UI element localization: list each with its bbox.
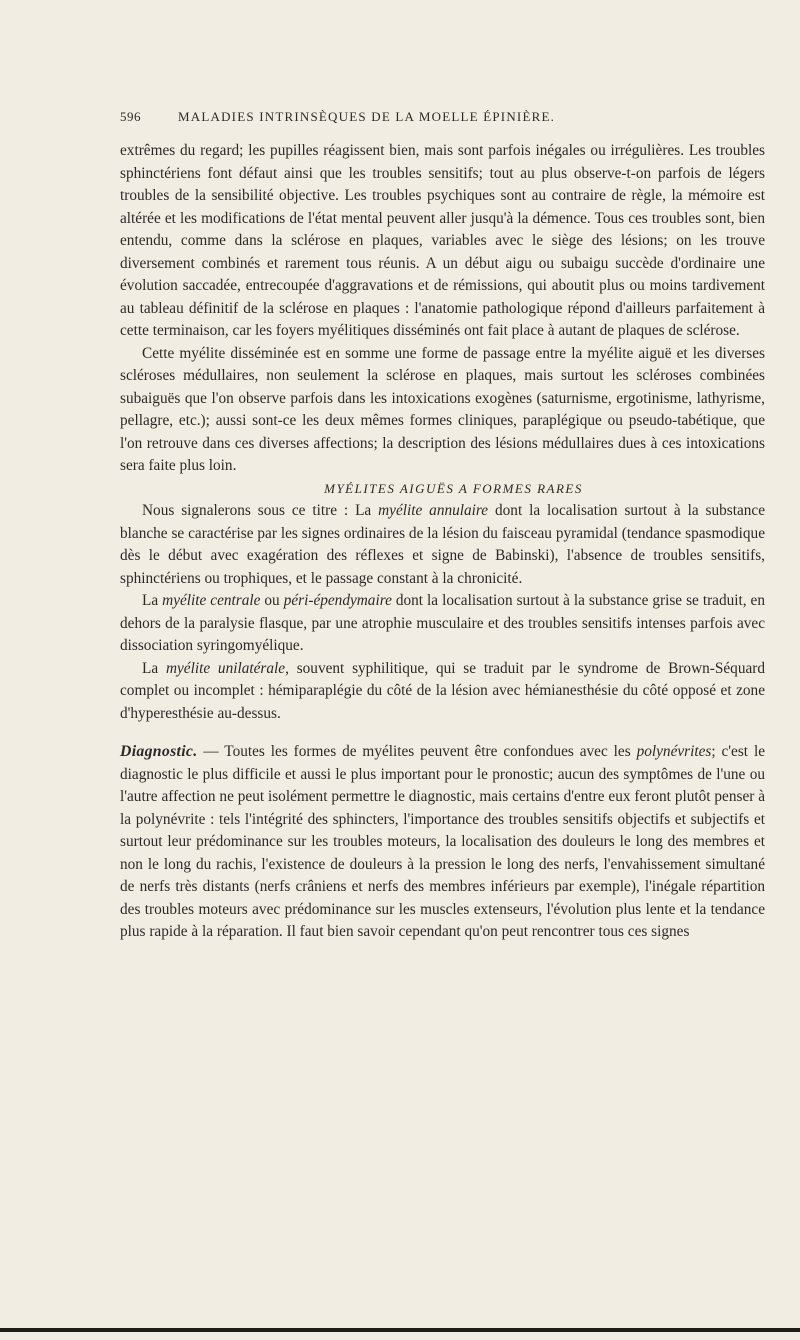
- running-head: MALADIES INTRINSÈQUES DE LA MOELLE ÉPINIÈRE.: [178, 109, 556, 124]
- text-run: dont la localisation surtout à la substance blanche se caractérise par les signes ordinaires de la lésion du faisceau pyramidal (tendance spasmodique dès le début avec exagération des réflexes et signe de Babinski), l'absence de troubles sensitifs, sphinctériens ou trophiques, et le passage constant à la chronicité.: [120, 502, 765, 587]
- text-run: Nous signalerons sous ce titre : La: [142, 502, 379, 519]
- paragraph-myelite-disseminee: Cette myélite disséminée est en somme une forme de passage entre la myélite aiguë et les diverses scléroses médullaires, non seulement la sclérose en plaques, mais surtout les scléroses combinées subaiguës que l'on observe parfois dans les intoxications exogènes (saturnisme, ergotinisme, lathyrisme, pellagre, etc.); aussi sont-ce les deux mêmes formes cliniques, paraplégique ou pseudo-tabétique, que l'on retrouve dans ces diverses affections; la description des lésions médullaires dues à ces intoxications sera faite plus loin.: [120, 344, 765, 474]
- term-myelite-unilaterale: myélite unilatérale: [165, 659, 286, 677]
- term-peri-ependymaire: péri-épendymaire: [283, 592, 392, 609]
- bottom-edge-rule: [0, 1328, 800, 1332]
- body-text: [120, 140, 765, 944]
- diagnostic-heading: Diagnostic.: [120, 743, 198, 760]
- text-run: La: [142, 659, 166, 677]
- paragraph-myelite-annulaire: [120, 500, 765, 590]
- term-myelite-centrale: myélite centrale: [162, 592, 261, 609]
- text-run: , souvent syphilitique, qui se traduit par le syndrome de Brown-Séquard complet ou incomplet : hémiparaplégie du côté de la lésion avec hémianesthésie du côté opposé et zone d'hyperesthésie au-dessus.: [120, 659, 765, 722]
- text-run: La: [142, 592, 163, 609]
- text-run: ou: [260, 592, 284, 609]
- term-polynevrites: polynévrites: [636, 743, 712, 760]
- text-run: ; c'est le diagnostic le plus difficile et aussi le plus important pour le pronostic; aucun des symptômes de l'une ou l'autre affection ne peut isolément permettre le diagnostic, mais certains d'entre eux feront plutôt penser à la polynévrite : tels l'intégrité des sphincters, l'importance des troubles sensitifs objectifs et subjectifs et surtout leur prédominance sur les troubles moteurs, la localisation des douleurs le long des membres et non le long du rachis, l'existence de douleurs à la pression le long des nerfs, l'envahissement simultané de nerfs très distants (nerfs crâniens et nerfs des membres inférieurs par exemple), l'inégale répartition des troubles moteurs avec prédominance sur les muscles extenseurs, l'évolution plus lente et la tendance plus rapide à la réparation. Il faut bien savoir cependant qu'on peut rencontrer tous ces signes: [120, 743, 765, 940]
- text-run: dont la localisation surtout à la substance grise se traduit, en dehors de la paralysie flasque, par une atrophie musculaire et des troubles sensitifs intenses parfois avec dissociation syringomyélique.: [120, 592, 765, 654]
- term-myelite-annulaire: myélite annulaire: [378, 502, 489, 519]
- paragraph-continued: extrêmes du regard; les pupilles réagissent bien, mais sont parfois inégales ou irrégulières. Les troubles sphinctériens font défaut ainsi que les troubles sensitifs; tout au plus observe-t-on parfois de légers troubles de la sensibilité objective. Les troubles psychiques sont au contraire de règle, la mémoire est altérée et les modifications de l'état mental peuvent aller jusqu'à la démence. Tous ces troubles sont, bien entendu, comme dans la sclérose en plaques, variables avec le siège des lésions; on les trouve diversement combinés et rarement tous réunis. A un début aigu ou subaigu succède d'ordinaire une évolution saccadée, entrecoupée d'aggravations et de rémissions, qui aboutit plus ou moins tardivement au tableau définitif de la sclérose en plaques : l'anatomie pathologique répond d'ailleurs parfaitement à cette terminaison, car les foyers myélitiques disséminés ont fait place à autant de plaques de sclérose.: [120, 142, 765, 339]
- section-title: MYÉLITES AIGUËS A FORMES RARES: [324, 480, 583, 496]
- paragraph-myelite-centrale: [120, 590, 765, 658]
- page-number: 596: [120, 109, 141, 124]
- text-run: — Toutes les formes de myélites peuvent être confondues avec les: [197, 743, 637, 760]
- paragraph-diagnostic: [120, 741, 765, 944]
- paragraph-myelite-unilaterale: [120, 658, 765, 726]
